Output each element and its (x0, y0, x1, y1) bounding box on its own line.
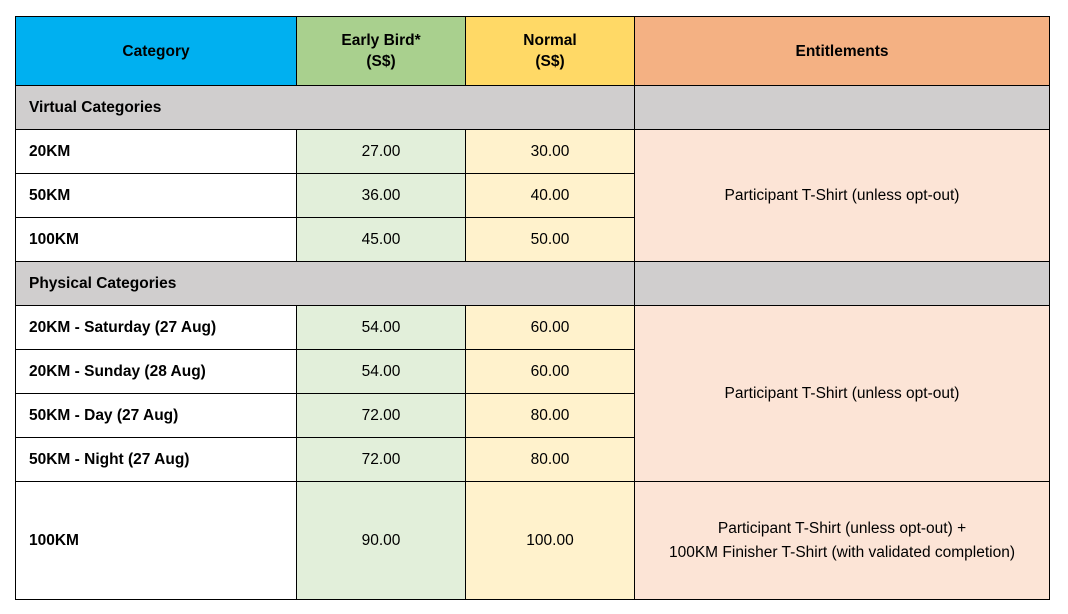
normal-header (466, 17, 635, 86)
early-bird-price: 72.00 (297, 438, 466, 482)
normal-price: 40.00 (466, 174, 635, 218)
entitlement-cell: Participant T-Shirt (unless opt-out) (635, 130, 1050, 262)
entitlement-cell: Participant T-Shirt (unless opt-out) (635, 306, 1050, 482)
early-bird-price: 90.00 (297, 482, 466, 600)
section-row-virtual (16, 86, 1050, 130)
early-bird-price: 27.00 (297, 130, 466, 174)
early-bird-price: 54.00 (297, 306, 466, 350)
category-cell: 50KM (16, 174, 297, 218)
early-bird-price: 72.00 (297, 394, 466, 438)
category-cell: 20KM - Sunday (28 Aug) (16, 350, 297, 394)
section-title-virtual: Virtual Categories (16, 86, 635, 130)
category-cell: 20KM (16, 130, 297, 174)
normal-price: 80.00 (466, 394, 635, 438)
category-cell: 100KM (16, 482, 297, 600)
category-header: Category (16, 17, 297, 86)
normal-price: 100.00 (466, 482, 635, 600)
early-bird-price: 45.00 (297, 218, 466, 262)
category-cell: 20KM - Saturday (27 Aug) (16, 306, 297, 350)
category-cell: 100KM (16, 218, 297, 262)
category-cell: 50KM - Night (27 Aug) (16, 438, 297, 482)
header-row (16, 17, 1050, 86)
category-cell: 50KM - Day (27 Aug) (16, 394, 297, 438)
early-bird-header-currency: (S$) (366, 53, 396, 70)
section-row-physical (16, 262, 1050, 306)
table-row (16, 306, 1050, 350)
normal-price: 50.00 (466, 218, 635, 262)
early-bird-header (297, 17, 466, 86)
entitlements-header: Entitlements (635, 17, 1050, 86)
pricing-table (15, 16, 1050, 600)
normal-price: 60.00 (466, 350, 635, 394)
normal-header-currency: (S$) (535, 53, 565, 70)
normal-header-label: Normal (523, 32, 577, 49)
table-row (16, 482, 1050, 600)
section-title-physical: Physical Categories (16, 262, 635, 306)
entitlement-line: Participant T-Shirt (unless opt-out) + (717, 519, 967, 537)
early-bird-price: 54.00 (297, 350, 466, 394)
entitlement-line: 100KM Finisher T-Shirt (with validated completion) (668, 543, 1016, 561)
table-row (16, 130, 1050, 174)
normal-price: 60.00 (466, 306, 635, 350)
entitlement-cell (635, 482, 1050, 600)
early-bird-price: 36.00 (297, 174, 466, 218)
section-entitlement-blank (635, 262, 1050, 306)
early-bird-header-label: Early Bird* (341, 32, 421, 49)
normal-price: 80.00 (466, 438, 635, 482)
section-entitlement-blank (635, 86, 1050, 130)
normal-price: 30.00 (466, 130, 635, 174)
